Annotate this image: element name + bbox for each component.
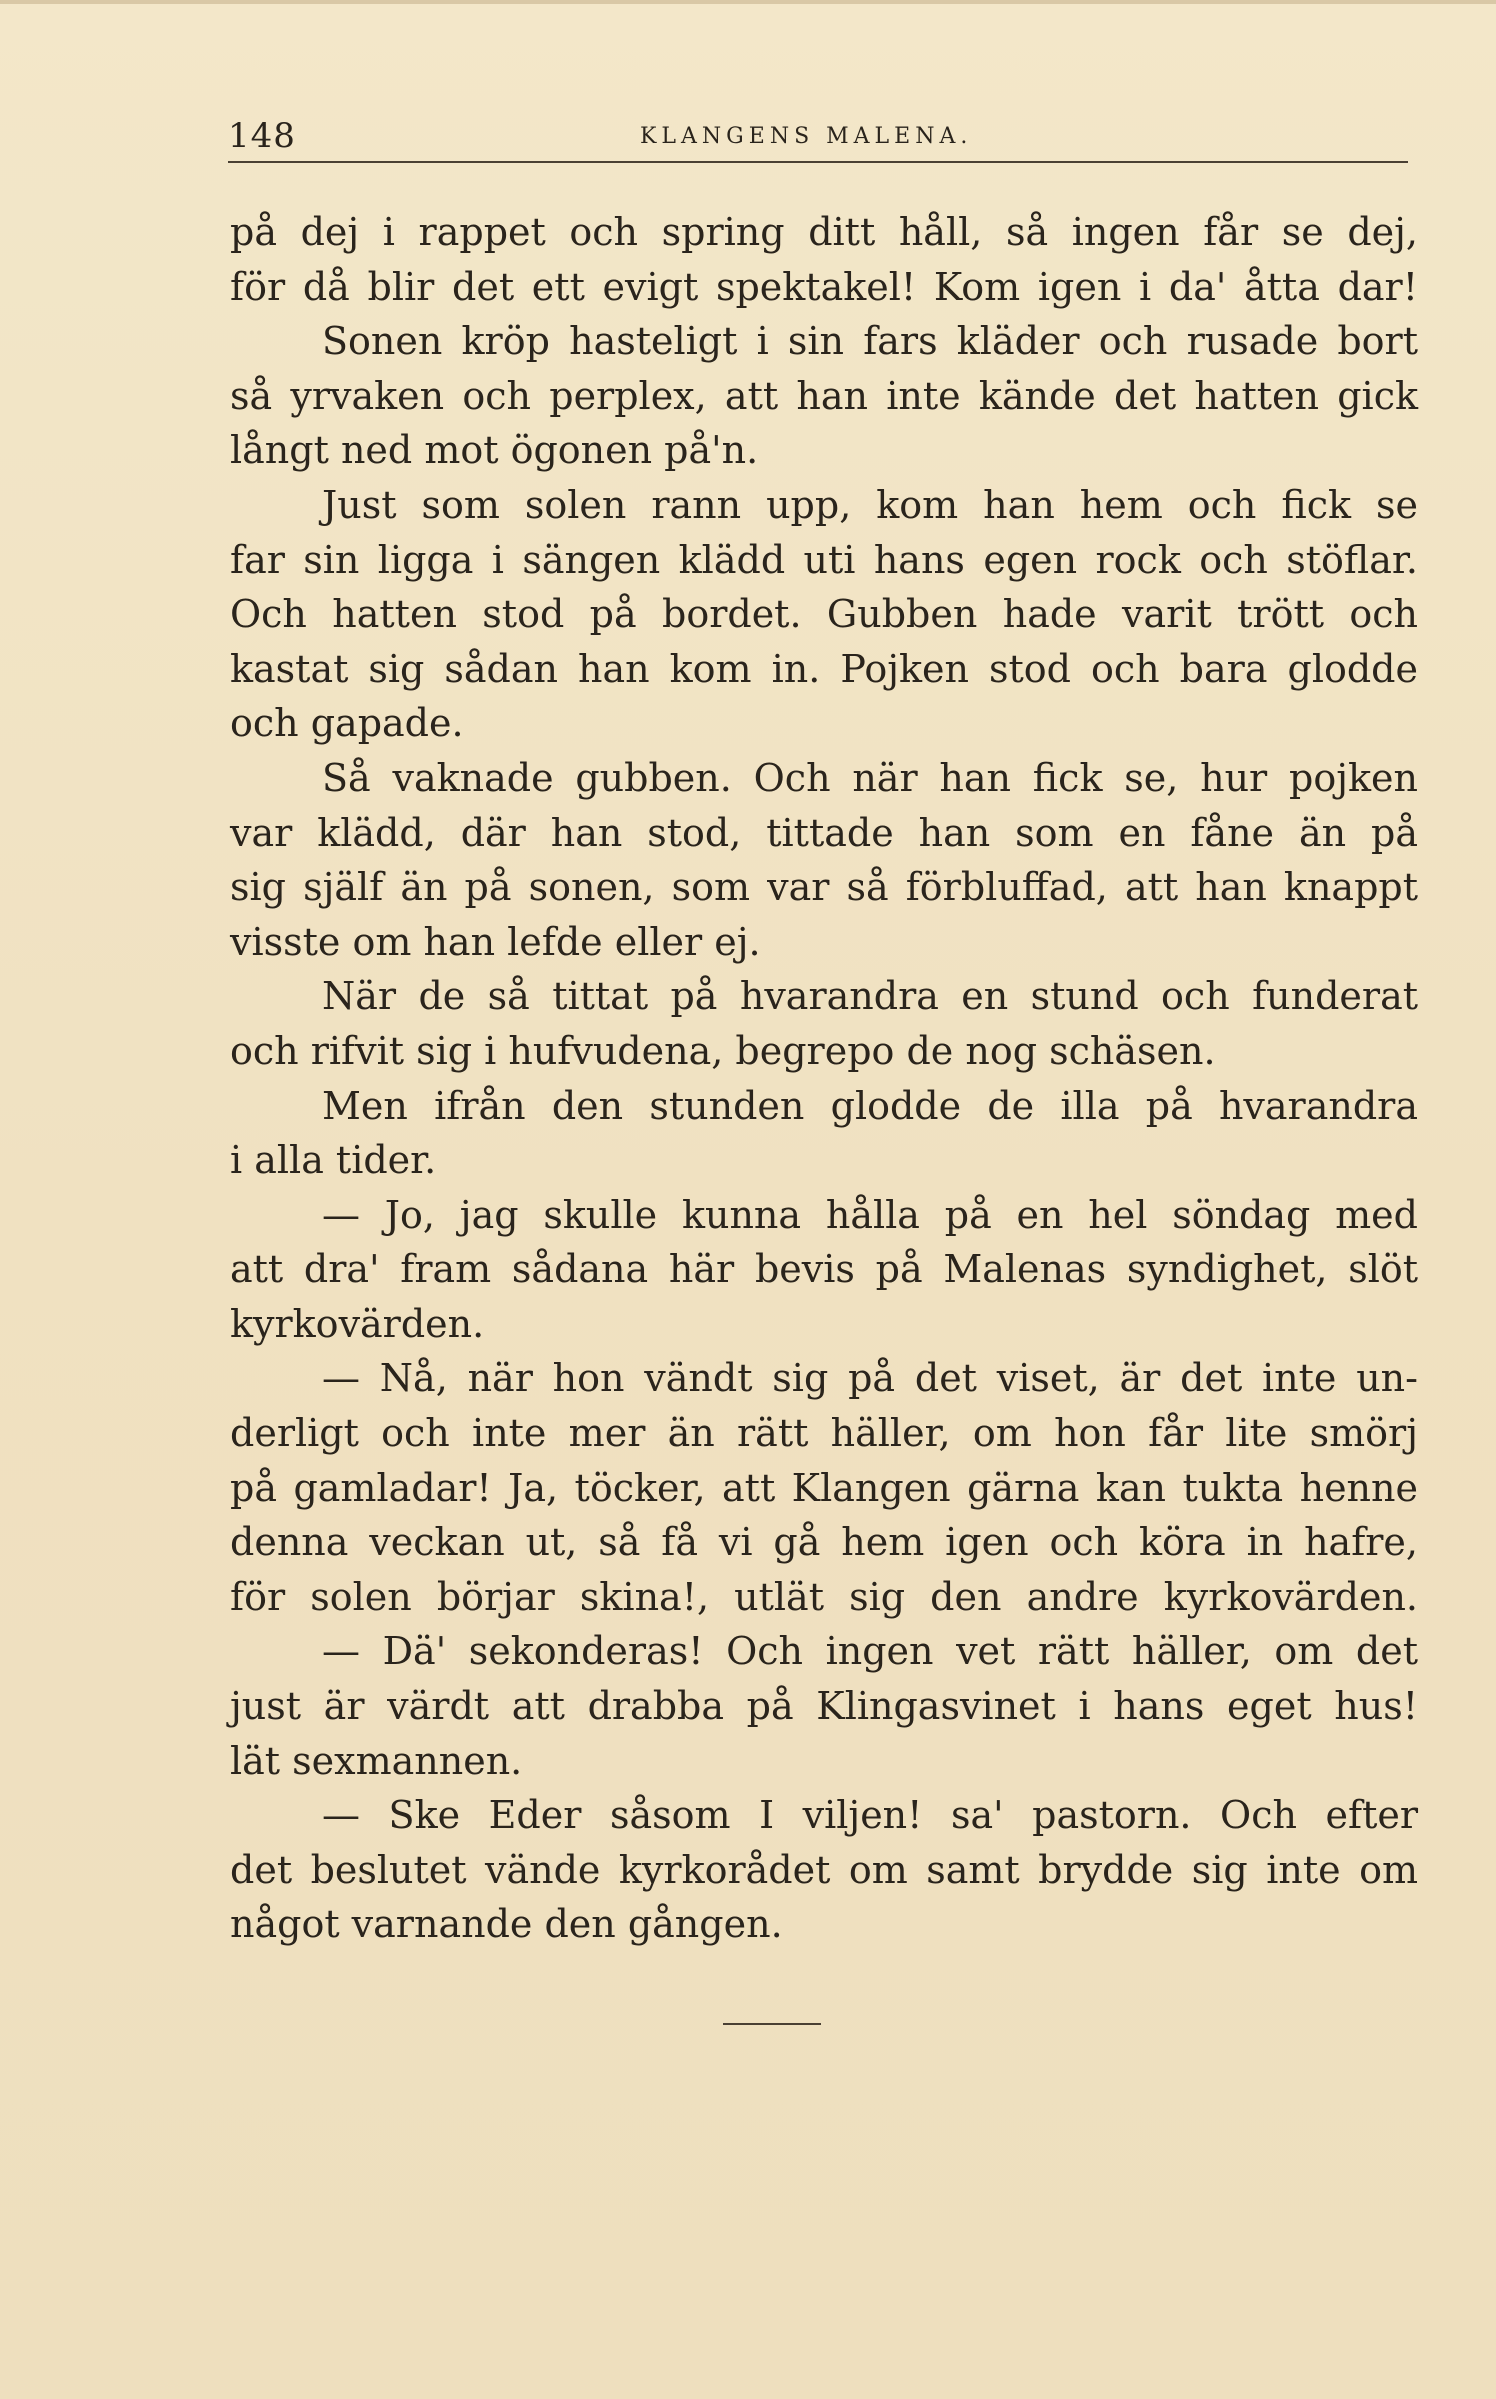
text-line: — Nå, när hon vändt sig på det viset, är det inte un- (322, 1356, 1418, 1401)
text-line: sig själf än på sonen, som var så förbluffad, att han knappt (230, 865, 1418, 910)
text-line: kyrkovärden. (230, 1301, 485, 1346)
text-line: och rifvit sig i hufvudena, begrepo de nog schäsen. (230, 1028, 1216, 1073)
text-line: och gapade. (230, 701, 464, 746)
text-line: så yrvaken och perplex, att han inte kände det hatten gick (230, 373, 1418, 418)
text-line: för solen börjar skina!, utlät sig den andre kyrkovärden. (230, 1574, 1418, 1619)
body-text (230, 205, 1418, 1952)
end-rule (723, 2023, 821, 2025)
text-line: något varnande den gången. (230, 1902, 783, 1947)
text-line: Men ifrån den stunden glodde de illa på hvarandra (322, 1083, 1418, 1128)
text-line: för då blir det ett evigt spektakel! Kom igen i da' åtta dar! (230, 264, 1418, 309)
text-line: på dej i rappet och spring ditt håll, så ingen får se dej, (230, 210, 1418, 254)
text-line: far sin ligga i sängen klädd uti hans egen rock och stöflar. (230, 537, 1418, 582)
text-line: — Dä' sekonderas! Och ingen vet rätt häller, om det (322, 1629, 1418, 1674)
text-line: — Ske Eder såsom I viljen! sa' pastorn. Och efter (322, 1793, 1418, 1838)
header-rule (228, 161, 1408, 163)
page-top-edge (0, 0, 1496, 4)
running-title: KLANGENS MALENA. (640, 124, 973, 149)
text-line: just är värdt att drabba på Klingasvinet i hans eget hus! (230, 1684, 1418, 1729)
text-line: att dra' fram sådana här bevis på Malenas syndighet, slöt (230, 1247, 1418, 1292)
text-line: i alla tider. (230, 1138, 437, 1183)
text-line: När de så tittat på hvarandra en stund och funderat (322, 974, 1418, 1019)
text-line: visste om han lefde eller ej. (230, 919, 761, 964)
text-line: långt ned mot ögonen på'n. (230, 428, 759, 473)
page-header (228, 110, 1408, 162)
text-line: var klädd, där han stod, tittade han som en fåne än på (230, 810, 1418, 855)
text-line: denna veckan ut, så få vi gå hem igen och köra in hafre, (230, 1520, 1418, 1565)
page-number: 148 (228, 116, 296, 156)
text-line: — Jo, jag skulle kunna hålla på en hel söndag med (322, 1192, 1418, 1237)
text-line: Just som solen rann upp, kom han hem och fick se (322, 482, 1418, 527)
text-line: derligt och inte mer än rätt häller, om hon får lite smörj (230, 1411, 1418, 1456)
text-line: Och hatten stod på bordet. Gubben hade varit trött och (230, 592, 1418, 637)
text-line: Så vaknade gubben. Och när han fick se, hur pojken (322, 755, 1418, 800)
text-line: på gamladar! Ja, töcker, att Klangen gärna kan tukta henne (230, 1465, 1418, 1510)
text-line: det beslutet vände kyrkorådet om samt brydde sig inte om (230, 1847, 1418, 1892)
text-line: Sonen kröp hasteligt i sin fars kläder och rusade bort (322, 319, 1418, 364)
text-line: kastat sig sådan han kom in. Pojken stod och bara glodde (230, 646, 1418, 691)
text-line: lät sexmannen. (230, 1738, 523, 1783)
